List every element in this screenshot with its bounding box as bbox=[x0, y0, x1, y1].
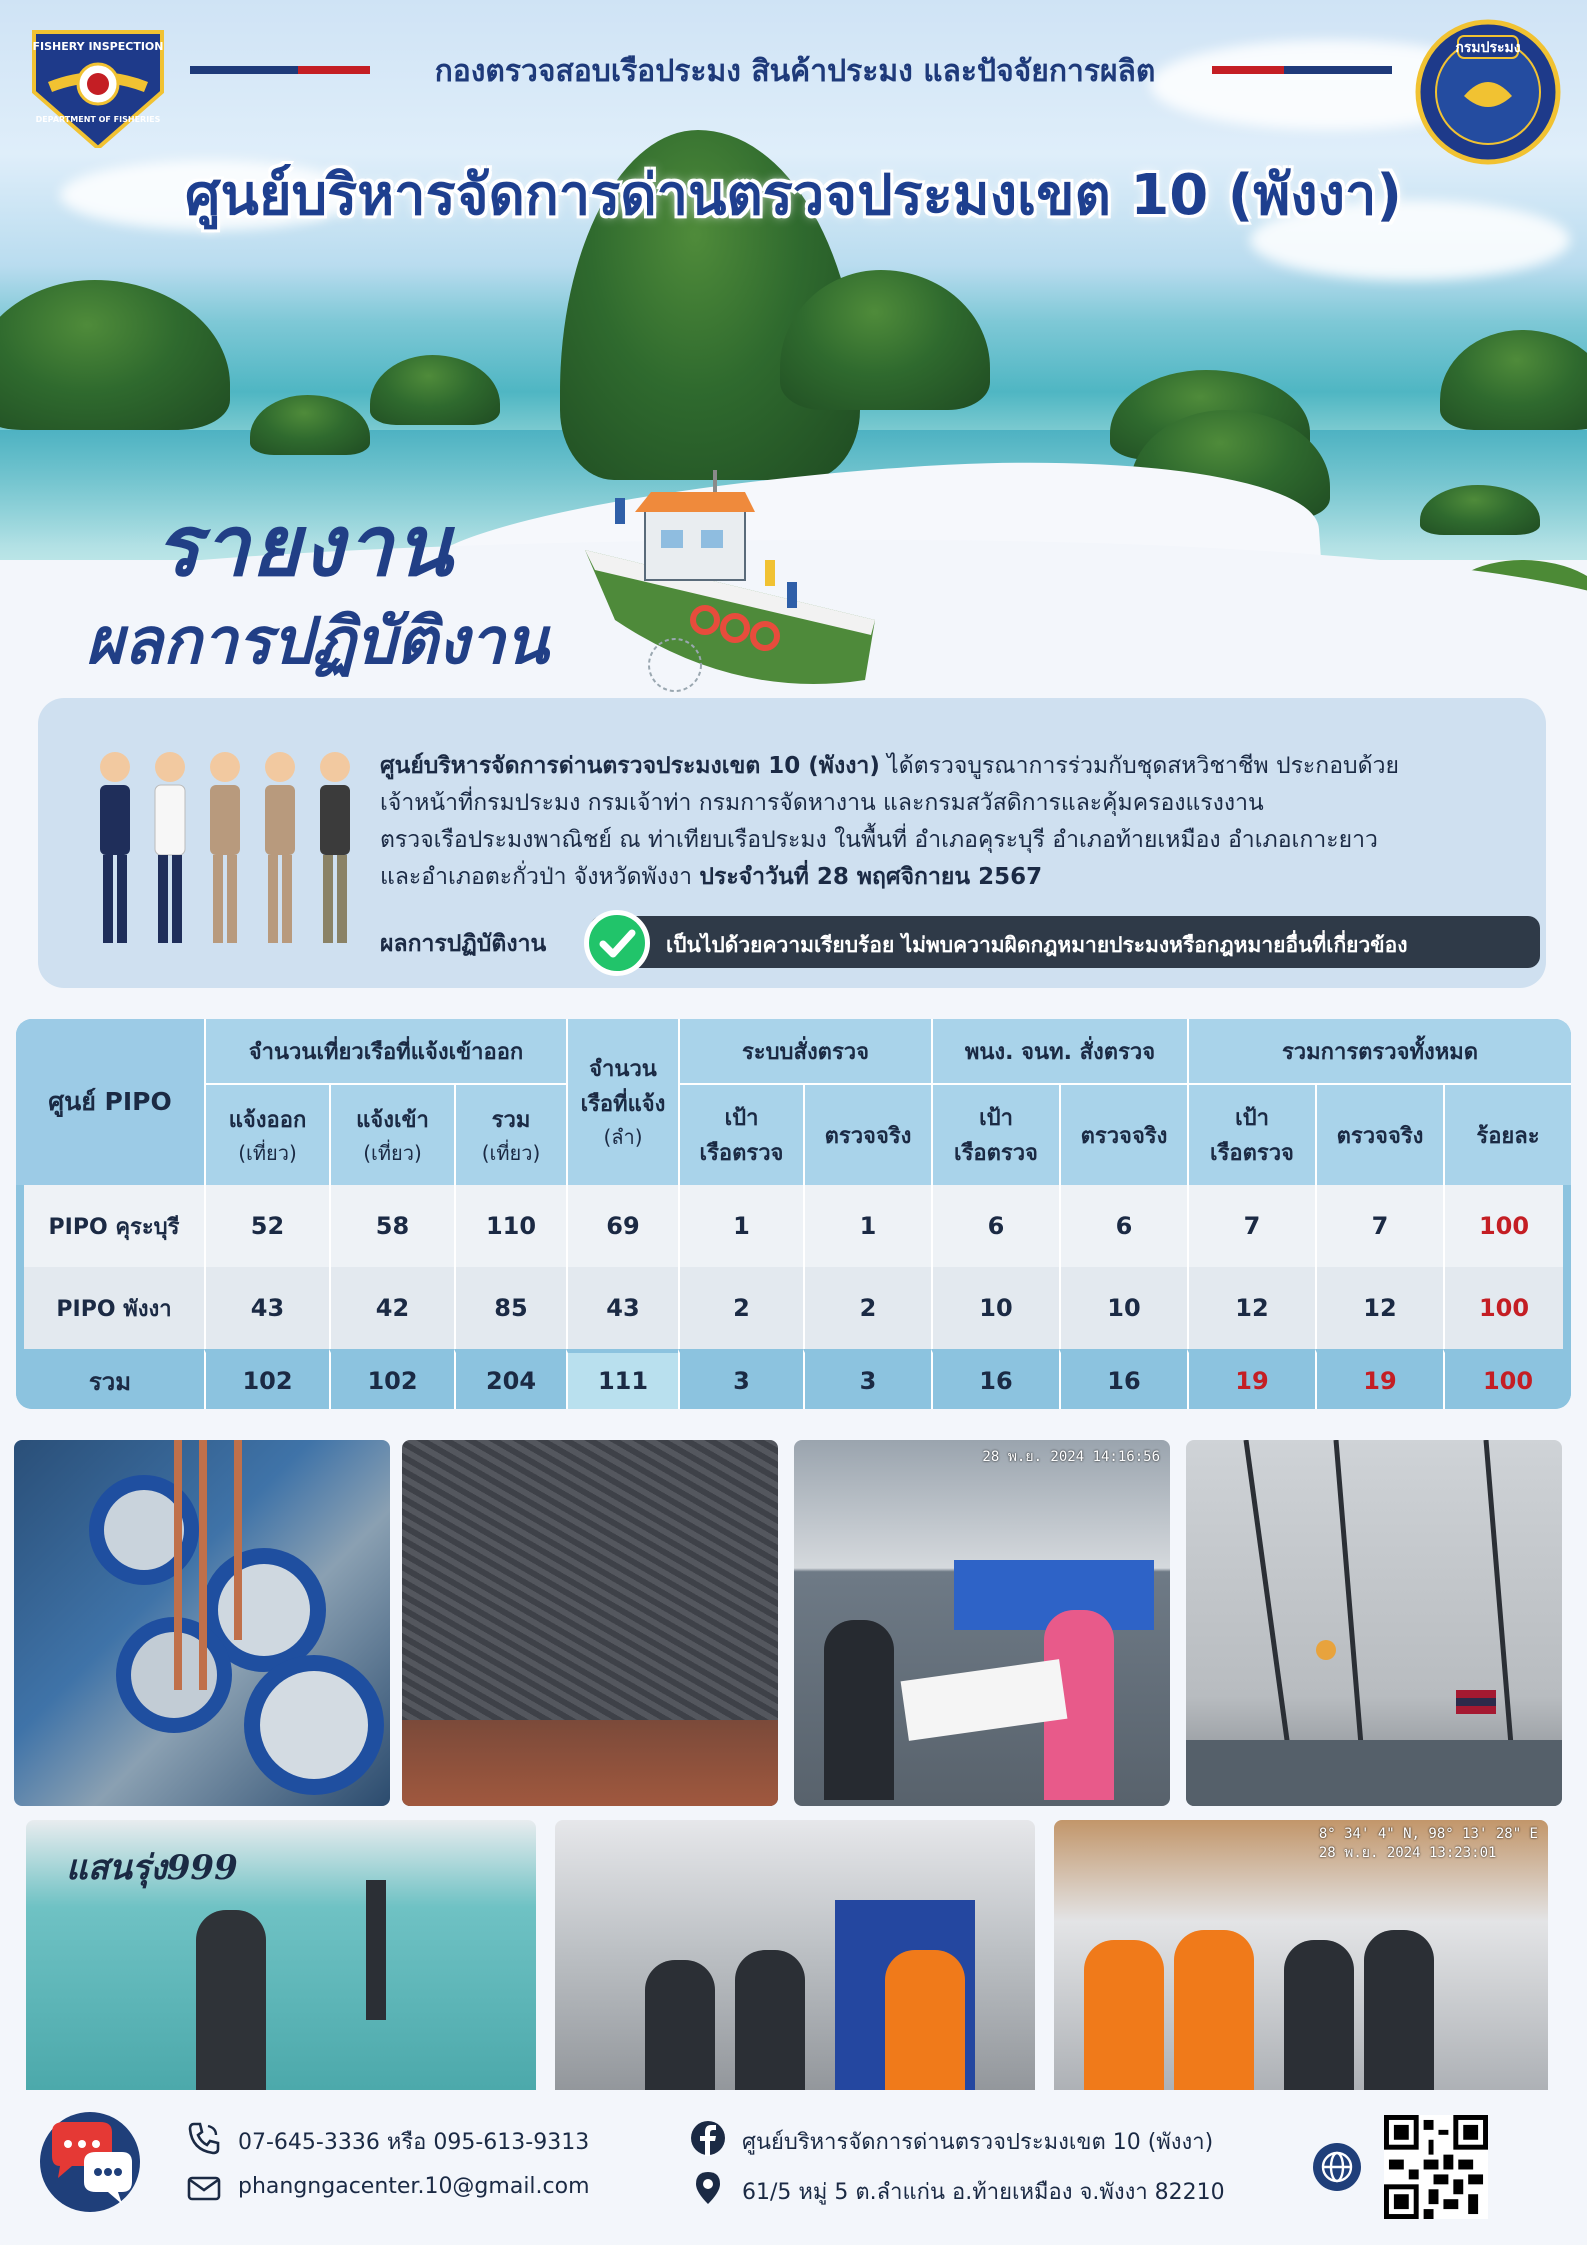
header-boats: จำนวน เรือที่แจ้ง (ลำ) bbox=[566, 1019, 678, 1185]
table-row: PIPO พังงา 43 42 85 43 2 2 10 10 12 12 100 bbox=[16, 1267, 1571, 1349]
header-system: ระบบสั่งตรวจ bbox=[678, 1019, 931, 1085]
header-trips: จำนวนเที่ยวเรือที่แจ้งเข้าออก bbox=[204, 1019, 566, 1085]
facebook-page[interactable]: ศูนย์บริหารจัดการด่านตรวจประมงเขต 10 (พังงา) bbox=[742, 2130, 1214, 2155]
facebook-icon bbox=[690, 2120, 726, 2156]
photo-boat-hull bbox=[26, 1820, 536, 2110]
header-in: แจ้งเข้า (เที่ยว) bbox=[329, 1085, 454, 1185]
chat-icon bbox=[38, 2110, 142, 2214]
header-total: รวมการตรวจทั้งหมด bbox=[1187, 1019, 1571, 1085]
header-tot-target: เป้า เรือตรวจ bbox=[1187, 1085, 1315, 1185]
check-icon bbox=[584, 910, 650, 976]
qr-code-icon[interactable] bbox=[1384, 2115, 1488, 2219]
summary-paragraph bbox=[380, 748, 1500, 896]
inspection-table bbox=[16, 1019, 1571, 1409]
department-title: กองตรวจสอบเรือประมง สินค้าประมง และปัจจัยการผลิต bbox=[434, 54, 1156, 89]
report-subheading: ผลการปฏิบัติงาน bbox=[86, 604, 549, 679]
location-icon bbox=[690, 2170, 726, 2206]
header-off-actual: ตรวจจริง bbox=[1059, 1085, 1187, 1185]
boat-name: แสนรุ่ง999 bbox=[66, 1848, 238, 1888]
email-icon bbox=[186, 2170, 222, 2206]
summary-text-1: ได้ตรวจบูรณาการร่วมกับชุดสหวิชาชีพ ประกอบด้วย bbox=[879, 753, 1399, 779]
summary-text-4: และอำเภอตะกั่วป่า จังหวัดพังงา bbox=[380, 864, 700, 890]
address: 61/5 หมู่ 5 ต.ลำแก่น อ.ท้ายเหมือง จ.พังงา 82210 bbox=[742, 2180, 1225, 2205]
header-out: แจ้งออก (เที่ยว) bbox=[204, 1085, 329, 1185]
header-sys-target: เป้า เรือตรวจ bbox=[678, 1085, 803, 1185]
header-off-target: เป้า เรือตรวจ bbox=[931, 1085, 1059, 1185]
header-percent: ร้อยละ bbox=[1443, 1085, 1571, 1185]
header-officer: พนง. จนท. สั่งตรวจ bbox=[931, 1019, 1187, 1085]
photo-crew-lineup bbox=[1054, 1820, 1548, 2110]
result-text: เป็นไปด้วยความเรียบร้อย ไม่พบความผิดกฎหมายประมงหรือกฎหมายอื่นที่เกี่ยวข้อง bbox=[666, 933, 1408, 957]
fishery-inspection-logo bbox=[24, 22, 172, 148]
svg-text:DEPARTMENT OF FISHERIES: DEPARTMENT OF FISHERIES bbox=[35, 115, 161, 124]
summary-center-name: ศูนย์บริหารจัดการด่านตรวจประมงเขต 10 (พังงา) bbox=[380, 753, 880, 779]
svg-text:FISHERY INSPECTION: FISHERY INSPECTION bbox=[32, 40, 164, 53]
photo-timestamp: 8° 34' 4" N, 98° 13' 28" E 28 พ.ย. 2024 13:23:01 bbox=[1318, 1826, 1538, 1861]
header-sys-actual: ตรวจจริง bbox=[803, 1085, 931, 1185]
phone-icon bbox=[186, 2120, 222, 2156]
phone-number[interactable]: 07-645-3336 หรือ 095-613-9313 bbox=[238, 2130, 590, 2155]
summary-date: ประจำวันที่ 28 พฤศจิกายน 2567 bbox=[699, 864, 1043, 890]
summary-text-2: เจ้าหน้าที่กรมประมง กรมเจ้าท่า กรมการจัดหางาน และกรมสวัสดิการและคุ้มครองแรงงาน bbox=[380, 790, 1264, 816]
header-sum: รวม (เที่ยว) bbox=[454, 1085, 566, 1185]
photo-fishing-net bbox=[402, 1440, 778, 1806]
result-pill bbox=[590, 916, 1540, 968]
center-title: ศูนย์บริหารจัดการด่านตรวจประมงเขต 10 (พังงา) bbox=[184, 163, 1402, 228]
summary-text-3: ตรวจเรือประมงพาณิชย์ ณ ท่าเทียบเรือประมง ในพื้นที่ อำเภอคุระบุรี อำเภอท้ายเหมือง อำเภอเกาะยาว bbox=[380, 827, 1378, 853]
divider-left bbox=[190, 66, 370, 74]
result-label: ผลการปฏิบัติงาน bbox=[380, 931, 547, 957]
table-row: PIPO คุระบุรี 52 58 110 69 1 1 6 6 7 7 100 bbox=[16, 1185, 1571, 1267]
globe-icon[interactable] bbox=[1312, 2142, 1362, 2192]
seal-label: กรมประมง bbox=[1455, 40, 1521, 56]
report-heading: รายงาน bbox=[155, 496, 455, 595]
email-address[interactable]: phangngacenter.10@gmail.com bbox=[238, 2174, 590, 2199]
header-center: ศูนย์ PIPO bbox=[16, 1019, 204, 1185]
divider-right bbox=[1212, 66, 1392, 74]
photo-boat-mast bbox=[1186, 1440, 1562, 1806]
fishing-boat-illustration bbox=[575, 470, 895, 720]
photo-crew-interview bbox=[555, 1820, 1035, 2110]
footer bbox=[0, 2090, 1587, 2245]
photo-document-check bbox=[794, 1440, 1170, 1806]
officers-illustration bbox=[90, 745, 360, 955]
header-tot-actual: ตรวจจริง bbox=[1315, 1085, 1443, 1185]
table-total-row: รวม 102 102 204 111 3 3 16 16 19 19 100 bbox=[16, 1349, 1571, 1409]
photo-fish-tanks bbox=[14, 1440, 390, 1806]
result-row bbox=[380, 912, 1540, 972]
department-of-fisheries-seal bbox=[1414, 18, 1562, 166]
photo-timestamp: 28 พ.ย. 2024 14:16:56 bbox=[982, 1449, 1160, 1465]
